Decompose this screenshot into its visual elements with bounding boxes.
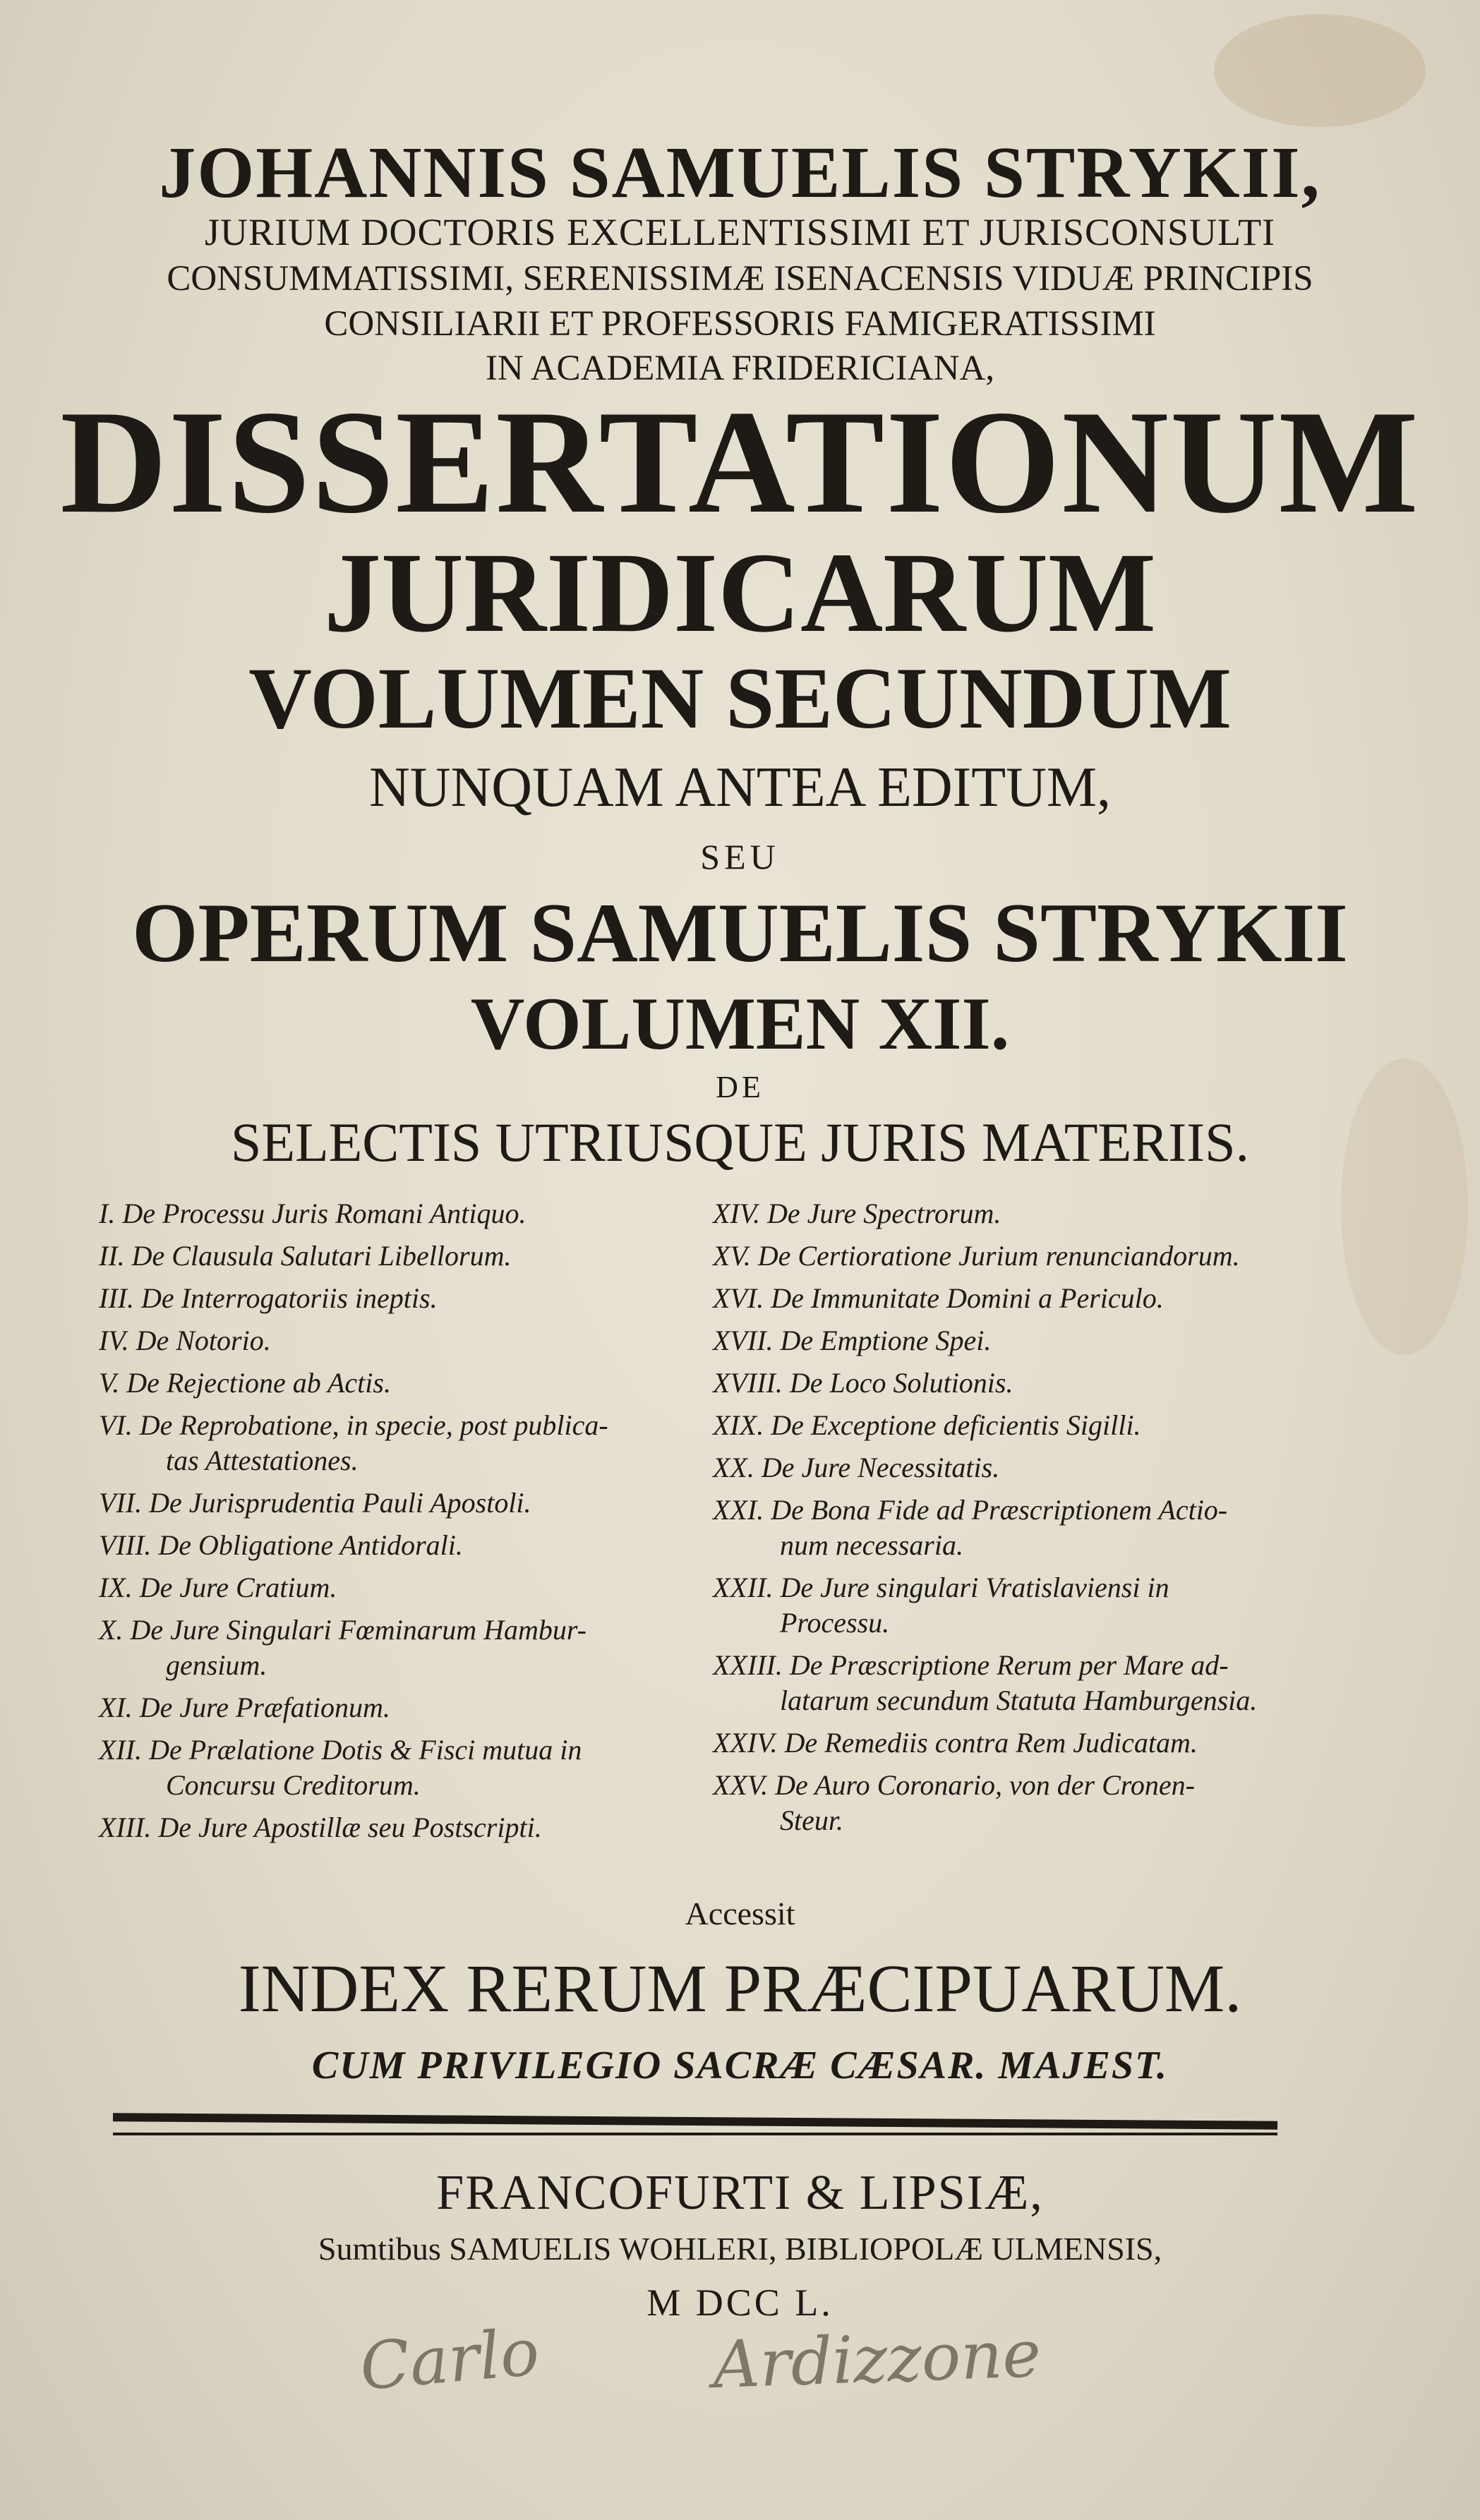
operum-title: OPERUM SAMUELIS STRYKII [132, 886, 1348, 979]
entry-title: De Remediis contra Rem Judicatam. [784, 1727, 1198, 1759]
entry-number: IV. [99, 1325, 129, 1356]
entry-title: De Jurisprudentia Pauli Apostoli. [149, 1487, 531, 1519]
privilege-line: CUM PRIVILEGIO SACRÆ CÆSAR. MAJEST. [311, 2044, 1169, 2087]
entry-title: De Jure Apostillæ seu Postscripti. [158, 1811, 542, 1843]
entry-title: De Notorio. [136, 1325, 271, 1356]
entry-title: De Auro Coronario, von der Cronen- [775, 1769, 1195, 1801]
author-description-line-4: IN ACADEMIA FRIDERICIANA, [485, 349, 995, 388]
entry-number: IX. [99, 1572, 133, 1603]
entry-number: XXI. [713, 1494, 764, 1526]
contents-entry [99, 1281, 685, 1316]
entry-title-continued: Steur. [780, 1804, 843, 1836]
entry-title-continued: num necessaria. [780, 1529, 963, 1561]
contents-entry [713, 1450, 1334, 1485]
divider-rule [113, 2113, 1277, 2130]
entry-title: De Certioratione Jurium renunciandorum. [757, 1240, 1240, 1272]
entry-number: VI. [99, 1409, 133, 1441]
entry-title: De Bona Fide ad Præscriptionem Actio- [771, 1494, 1228, 1526]
contents-entry [713, 1408, 1334, 1443]
entry-number: I. [99, 1198, 116, 1229]
paper-stain [1214, 14, 1426, 127]
entry-title-continued: gensium. [166, 1649, 267, 1681]
contents-entry [99, 1732, 685, 1803]
contents-entry [713, 1196, 1334, 1231]
entry-title: De Loco Solutionis. [789, 1367, 1013, 1399]
entry-title: De Emptione Spei. [780, 1325, 992, 1356]
nunquam-line: NUNQUAM ANTEA EDITUM, [368, 756, 1112, 819]
entry-number: II. [99, 1240, 125, 1272]
entry-title-continued: Processu. [780, 1607, 890, 1639]
entry-title: De Obligatione Antidorali. [158, 1529, 463, 1561]
entry-number: XI. [99, 1692, 133, 1723]
contents-entry [99, 1323, 685, 1358]
entry-number: XXIV. [713, 1727, 778, 1759]
imprint-publisher: Sumtibus SAMUELIS WOHLERI, BIBLIOPOLÆ ULMENSIS, [318, 2231, 1162, 2267]
main-title-juridicarum: JURIDICARUM [324, 530, 1156, 656]
entry-number: XVIII. [713, 1367, 783, 1399]
entry-number: XIII. [99, 1811, 152, 1843]
accessit-line: Accessit [685, 1895, 795, 1931]
de-line: DE [716, 1070, 764, 1104]
contents-entry [713, 1365, 1334, 1401]
entry-title: De Jure Spectrorum. [767, 1198, 1001, 1229]
subject-line: SELECTIS UTRIUSQUE JURIS MATERIIS. [230, 1111, 1250, 1173]
entry-title: De Jure singulari Vratislaviensi in [780, 1572, 1169, 1603]
entry-number: XV. [713, 1240, 751, 1272]
volume-xii: VOLUMEN XII. [470, 982, 1010, 1065]
entry-number: XVI. [713, 1282, 764, 1314]
contents-right-column [713, 1196, 1334, 1845]
entry-title: De Jure Præfationum. [139, 1692, 390, 1723]
contents-entry [99, 1612, 685, 1683]
contents-entry [713, 1570, 1334, 1641]
entry-number: XXV. [713, 1769, 769, 1801]
contents-entry [713, 1768, 1334, 1838]
author-description-line-3: CONSILIARII ET PROFESSORIS FAMIGERATISSIMI [324, 304, 1156, 344]
entry-title: De Prælatione Dotis & Fisci mutua in [149, 1734, 582, 1766]
main-title-dissertationum: DISSERTATIONUM [60, 380, 1420, 544]
contents-entry [99, 1238, 685, 1274]
signature-last-name: Ardizzone [711, 2315, 1042, 2404]
entry-number: III. [99, 1282, 134, 1314]
entry-title: De Clausula Salutari Libellorum. [131, 1240, 512, 1272]
entry-title-continued: Concursu Creditorum. [166, 1769, 421, 1801]
entry-number: VIII. [99, 1529, 152, 1561]
entry-title: De Jure Cratium. [139, 1572, 337, 1603]
contents-entry [713, 1493, 1334, 1563]
contents-entry [99, 1485, 685, 1521]
entry-title: De Rejectione ab Actis. [126, 1367, 391, 1399]
signature-first-name: Carlo [356, 2314, 543, 2405]
contents-entry [713, 1281, 1334, 1316]
seu-line: SEU [700, 837, 780, 876]
contents-entry [99, 1528, 685, 1563]
volume-secundum: VOLUMEN SECUNDUM [248, 650, 1232, 747]
entry-number: XXII. [713, 1572, 774, 1603]
entry-title: De Interrogatoriis ineptis. [140, 1282, 438, 1314]
index-line: INDEX RERUM PRÆCIPUARUM. [238, 1951, 1242, 2026]
entry-title: De Reprobatione, in specie, post publica- [139, 1409, 608, 1441]
contents-left-column [99, 1196, 685, 1852]
entry-number: VII. [99, 1487, 143, 1519]
author-description-line-2: CONSUMMATISSIMI, SERENISSIMÆ ISENACENSIS VIDUÆ PRINCIPIS [167, 259, 1313, 299]
entry-title: De Jure Necessitatis. [761, 1452, 1000, 1483]
entry-number: XIV. [713, 1198, 761, 1229]
entry-title-continued: tas Attestationes. [166, 1445, 359, 1476]
contents-entry [713, 1238, 1334, 1274]
entry-number: XXIII. [713, 1649, 783, 1681]
entry-number: XVII. [713, 1325, 774, 1356]
entry-title: De Processu Juris Romani Antiquo. [122, 1198, 527, 1229]
entry-title: De Immunitate Domini a Periculo. [771, 1282, 1164, 1314]
entry-number: V. [99, 1367, 120, 1399]
contents-entry [713, 1648, 1334, 1718]
contents-entry [99, 1196, 685, 1231]
author-heading: JOHANNIS SAMUELIS STRYKII, [159, 132, 1321, 213]
entry-title-continued: latarum secundum Statuta Hamburgensia. [780, 1684, 1258, 1716]
entry-number: XIX. [713, 1409, 764, 1441]
contents-entry [99, 1690, 685, 1725]
entry-title: De Exceptione deficientis Sigilli. [771, 1409, 1141, 1441]
contents-entry [713, 1323, 1334, 1358]
entry-number: X. [99, 1614, 124, 1646]
contents-entry [99, 1810, 685, 1845]
divider-rule-thin [113, 2133, 1277, 2135]
imprint-city: FRANCOFURTI & LIPSIÆ, [436, 2166, 1044, 2220]
author-description-line-1: JURIUM DOCTORIS EXCELLENTISSIMI ET JURISCONSULTI [204, 211, 1276, 253]
contents-entry [713, 1725, 1334, 1761]
contents-entry [99, 1408, 685, 1478]
imprint-year: M DCC L. [646, 2281, 834, 2324]
entry-title: De Præscriptione Rerum per Mare ad- [789, 1649, 1229, 1681]
contents-entry [99, 1365, 685, 1401]
contents-entry [99, 1570, 685, 1605]
entry-number: XX. [713, 1452, 754, 1483]
entry-title: De Jure Singulari Fœminarum Hambur- [130, 1614, 586, 1646]
entry-number: XII. [99, 1734, 143, 1766]
